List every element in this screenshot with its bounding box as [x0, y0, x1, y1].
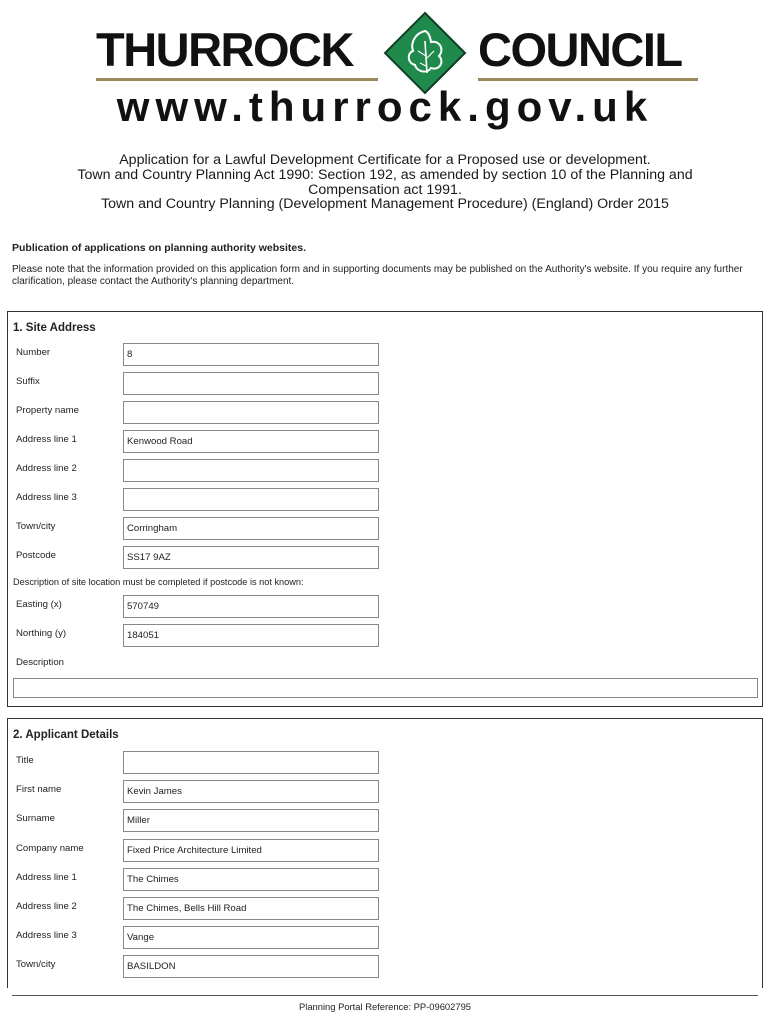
field-label: Address line 1 [16, 434, 77, 445]
logo-word-right: COUNCIL [478, 23, 682, 76]
applicant-details-section [7, 718, 763, 988]
field-label: Surname [16, 813, 55, 824]
applicant-address-line-2-field[interactable]: The Chimes, Bells Hill Road [123, 897, 379, 920]
site-address-section [7, 311, 763, 707]
field-label: Company name [16, 843, 84, 854]
applicant-address-line-1-field[interactable]: The Chimes [123, 868, 379, 891]
town-city-field[interactable]: Corringham [123, 517, 379, 540]
field-label: Address line 2 [16, 463, 77, 474]
heading-line-1: Application for a Lawful Development Certificate for a Proposed use or development. [119, 152, 651, 168]
portal-reference: Planning Portal Reference: PP-09602795 [299, 1001, 471, 1012]
address-line-2-field[interactable] [123, 459, 379, 482]
heading-line-3: Town and Country Planning (Development Management Procedure) (England) Order 2015 [101, 196, 669, 213]
field-label: Address line 3 [16, 492, 77, 503]
logo-word-left: THURROCK [96, 23, 353, 76]
publication-text: Please note that the information provided on this application form and in supporting documents may be published on the Authority's website. If you require any further clarification, please contact the Authority's planning department. [12, 264, 743, 287]
field-label: Easting (x) [16, 599, 62, 610]
postcode-field[interactable]: SS17 9AZ [123, 546, 379, 569]
description-field[interactable] [13, 678, 758, 698]
field-label: First name [16, 784, 62, 795]
field-label: Town/city [16, 959, 56, 970]
field-label: Address line 2 [16, 901, 77, 912]
field-label: Suffix [16, 376, 40, 387]
applicant-details-title: 2. Applicant Details [13, 729, 119, 741]
logo-rule-right [478, 78, 698, 81]
field-label: Postcode [16, 550, 57, 561]
field-label: Northing (y) [16, 628, 67, 639]
logo-rule-left [96, 78, 378, 81]
applicant-address-line-3-field[interactable]: Vange [123, 926, 379, 949]
suffix-field[interactable] [123, 372, 379, 395]
field-label: Property name [16, 405, 79, 416]
field-label: Address line 3 [16, 930, 77, 941]
form-heading [20, 153, 750, 212]
council-logo [0, 0, 770, 130]
publication-title: Publication of applications on planning authority websites. [12, 242, 307, 254]
field-label: Address line 1 [16, 872, 77, 883]
field-label: Town/city [16, 521, 56, 532]
field-label: Number [16, 347, 51, 358]
title-field[interactable] [123, 751, 379, 774]
site-location-note: Description of site location must be completed if postcode is not known: [13, 577, 304, 587]
site-address-title: 1. Site Address [13, 322, 96, 334]
heading-line-2: Town and Country Planning Act 1990: Section 192, as amended by section 10 of the Planning and Compensation act 1991. [77, 166, 693, 198]
address-line-1-field[interactable]: Kenwood Road [123, 430, 379, 453]
field-label: Title [16, 755, 34, 766]
number-field[interactable]: 8 [123, 343, 379, 366]
description-label: Description [16, 657, 64, 668]
company-name-field[interactable]: Fixed Price Architecture Limited [123, 839, 379, 862]
northing-field[interactable]: 184051 [123, 624, 379, 647]
property-name-field[interactable] [123, 401, 379, 424]
logo-url: www.thurrock.gov.uk [116, 83, 654, 130]
first-name-field[interactable]: Kevin James [123, 780, 379, 803]
applicant-town-city-field[interactable]: BASILDON [123, 955, 379, 978]
address-line-3-field[interactable] [123, 488, 379, 511]
footer-divider [12, 995, 758, 996]
easting-field[interactable]: 570749 [123, 595, 379, 618]
surname-field[interactable]: Miller [123, 809, 379, 832]
